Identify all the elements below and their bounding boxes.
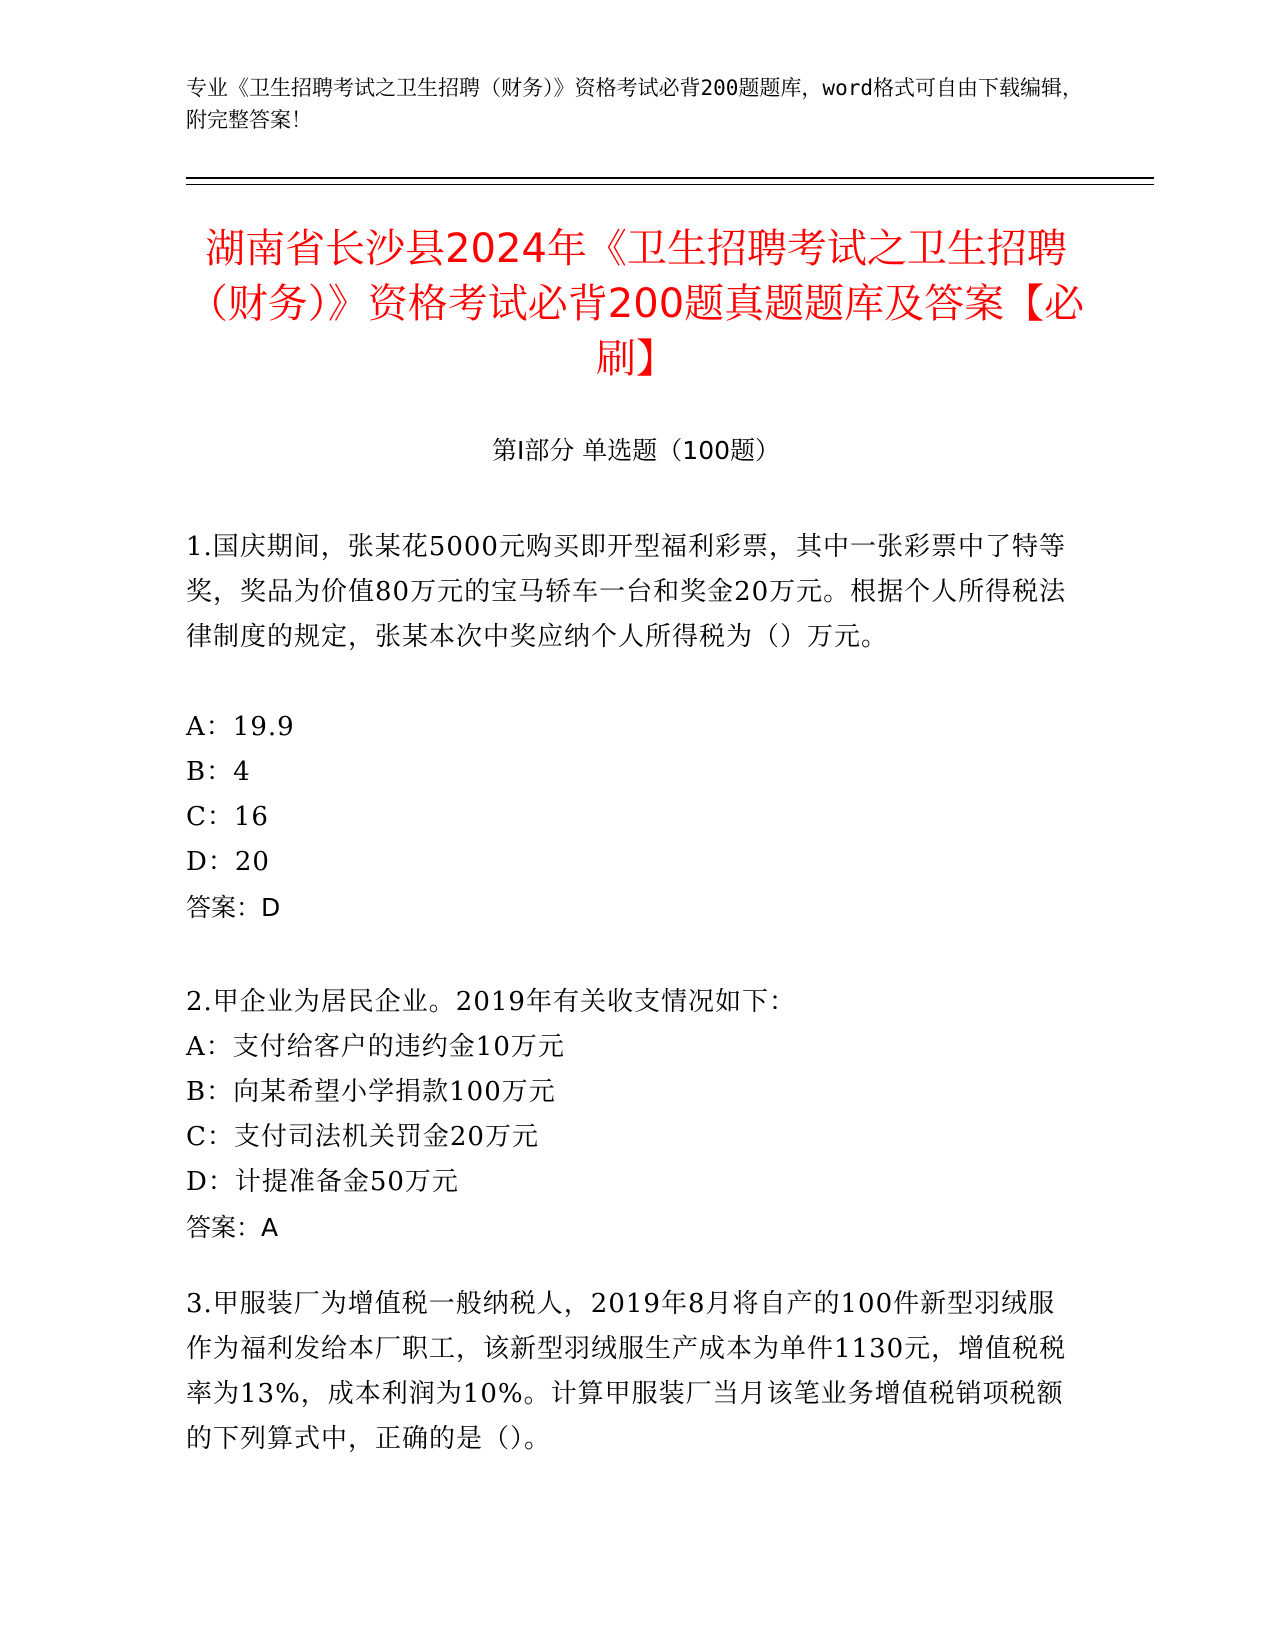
question-1-option-c: C：16 (186, 802, 269, 832)
section-title: 第Ⅰ部分 单选题（100题） (491, 436, 781, 465)
header-divider-thick (186, 177, 1154, 179)
question-1-option-a: A：19.9 (186, 712, 295, 742)
question-1-option-d: D：20 (186, 847, 270, 877)
question-2-options (186, 1025, 1076, 1250)
question-1-text: 1.国庆期间，张某花5000元购买即开型福利彩票，其中一张彩票中了特等奖，奖品为价值80万元的宝马轿车一台和奖金20万元。根据个人所得税法律制度的规定，张某本次中奖应纳个人所得税为（）万元。 (186, 532, 1067, 652)
question-2-option-a: A：支付给客户的违约金10万元 (186, 1032, 565, 1062)
question-2-answer: 答案：A (186, 1213, 279, 1242)
question-1-option-b: B：4 (186, 757, 251, 787)
question-2-option-c: C：支付司法机关罚金20万元 (186, 1122, 539, 1152)
document-title: 湖南省长沙县2024年《卫生招聘考试之卫生招聘（财务）》资格考试必背200题真题题库及答案【必刷】 (187, 226, 1085, 382)
question-3-text: 3.甲服装厂为增值税一般纳税人，2019年8月将自产的100件新型羽绒服作为福利发给本厂职工，该新型羽绒服生产成本为单件1130元，增值税税率为13%，成本利润为10%。计算甲服装厂当月该笔业务增值税销项税额的下列算式中，正确的是（）。 (186, 1289, 1067, 1454)
question-2-option-b: B：向某希望小学捐款100万元 (186, 1077, 556, 1107)
question-1-answer: 答案：D (186, 893, 281, 922)
question-1-options (186, 705, 1076, 930)
question-2-option-d: D：计提准备金50万元 (186, 1167, 459, 1197)
header-note: 专业《卫生招聘考试之卫生招聘（财务）》资格考试必背200题题库，word格式可自由下载编辑，附完整答案！ (186, 76, 1083, 132)
header-divider-thin (186, 184, 1154, 185)
question-2-text: 2.甲企业为居民企业。2019年有关收支情况如下： (186, 987, 796, 1017)
